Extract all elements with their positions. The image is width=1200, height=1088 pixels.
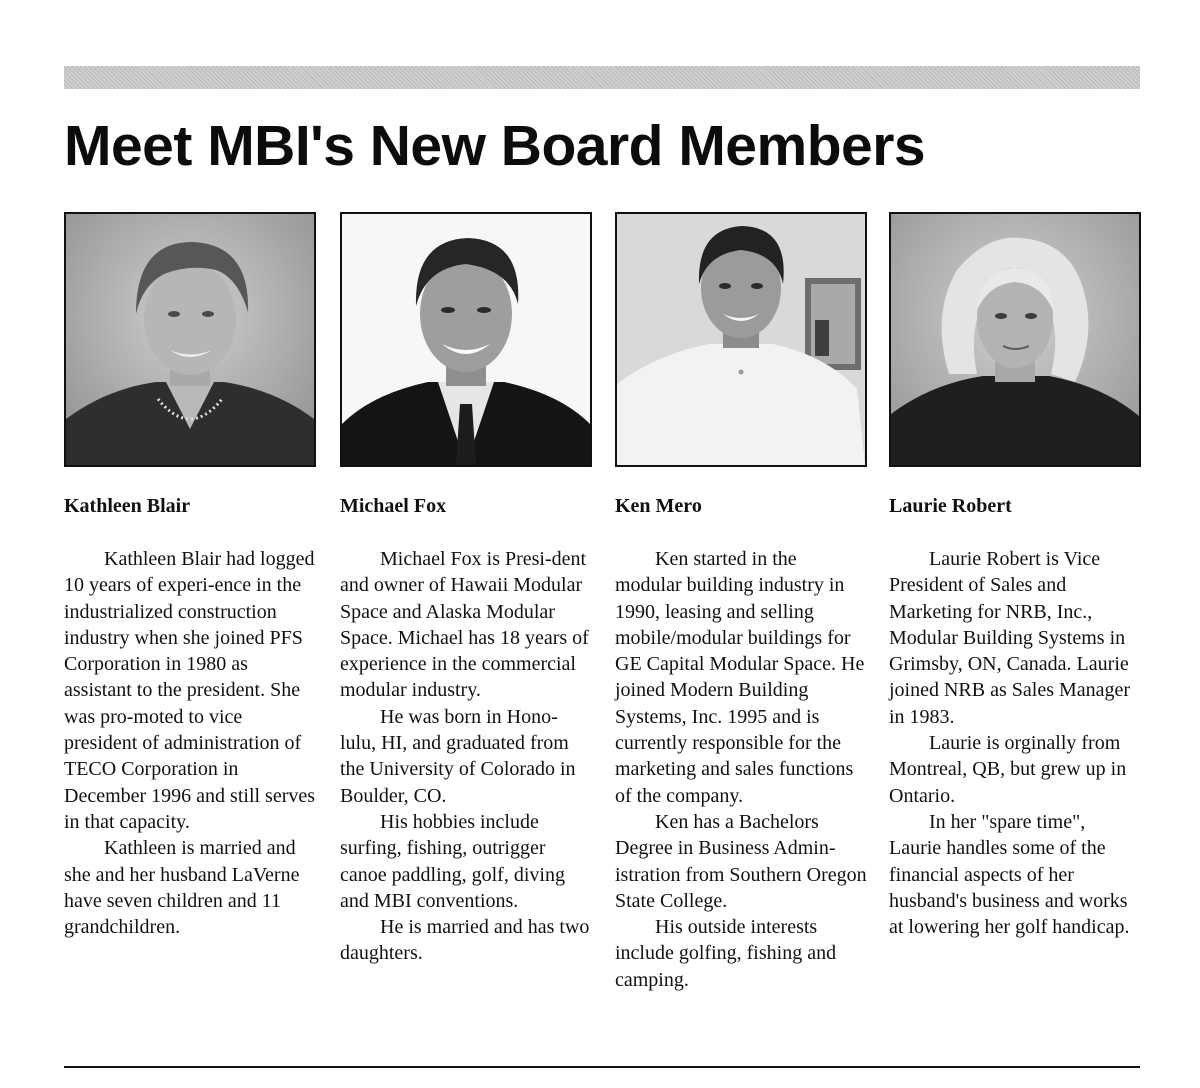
portrait-photo-michael-fox — [340, 212, 592, 467]
member-bio — [64, 546, 316, 940]
bottom-divider-rule — [64, 1066, 1140, 1068]
header-shaded-bar — [64, 66, 1140, 89]
portrait-photo-laurie-robert — [889, 212, 1141, 467]
bio-paragraph: He was born in Hono-lulu, HI, and graduated from the University of Colorado in Boulder, CO. — [340, 705, 576, 807]
bio-paragraph: Kathleen Blair had logged 10 years of experi-ence in the industrialized construction industry when she joined PFS Corporation in 1980 as assistant to the president. She was pro-moted to vice president of administration of TECO Corporation in December 1996 and still serves in that capacity. — [64, 548, 316, 833]
bio-paragraph: Ken started in the modular building industry in 1990, leasing and selling mobile/modular buildings for GE Capital Modular Space. He joined Modern Building Systems, Inc. 1995 and is currently responsible for the marketing and sales functions of the company. — [615, 548, 865, 807]
portrait-michael-fox-image — [342, 214, 590, 465]
member-name: Michael Fox — [340, 495, 447, 517]
bio-paragraph: His hobbies include surfing, fishing, outrigger canoe paddling, golf, diving and MBI conventions. — [340, 810, 565, 912]
member-name: Ken Mero — [615, 495, 702, 517]
portrait-photo-kathleen-blair — [64, 212, 316, 467]
bio-paragraph: Kathleen is married and she and her husband LaVerne have seven children and 11 grandchildren. — [64, 837, 300, 939]
bio-paragraph: Michael Fox is Presi-dent and owner of Hawaii Modular Space and Alaska Modular Space. Michael has 18 years of experience in the commercial modular industry. — [340, 548, 589, 702]
bio-paragraph: Laurie is orginally from Montreal, QB, but grew up in Ontario. — [889, 732, 1127, 807]
portrait-photo-ken-mero — [615, 212, 867, 467]
member-name: Laurie Robert — [889, 495, 1012, 517]
bio-paragraph: Ken has a Bachelors Degree in Business Admin-istration from Southern Oregon State College. — [615, 810, 867, 912]
member-bio — [615, 546, 867, 993]
bio-paragraph: In her "spare time", Laurie handles some of the financial aspects of her husband's business and works at lowering her golf handicap. — [889, 810, 1130, 939]
article-headline: Meet MBI's New Board Members — [64, 114, 926, 178]
member-bio — [889, 546, 1141, 940]
member-bio — [340, 546, 592, 967]
bio-paragraph: He is married and has two daughters. — [340, 916, 590, 965]
bio-paragraph: His outside interests include golfing, fishing and camping. — [615, 916, 837, 991]
member-name: Kathleen Blair — [64, 495, 191, 517]
portrait-ken-mero-image — [617, 214, 865, 465]
bio-paragraph: Laurie Robert is Vice President of Sales and Marketing for NRB, Inc., Modular Building Systems in Grimsby, ON, Canada. Laurie joined NRB as Sales Manager in 1983. — [889, 548, 1131, 728]
portrait-kathleen-blair-image — [66, 214, 314, 465]
portrait-laurie-robert-image — [891, 214, 1139, 465]
